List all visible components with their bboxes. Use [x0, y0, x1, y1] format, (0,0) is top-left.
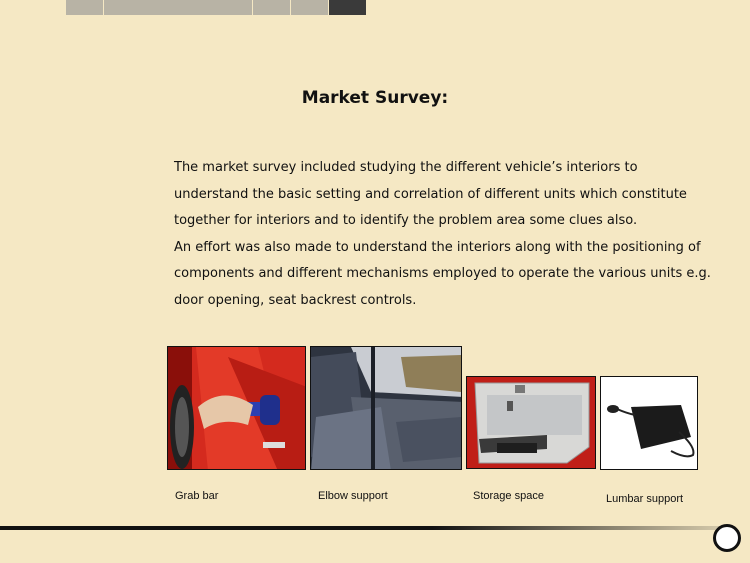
slide-body [174, 155, 714, 314]
caption-storage-space: Storage space [473, 490, 544, 502]
slide-title: Market Survey: [301, 88, 449, 108]
top-progress-bar [66, 0, 367, 15]
progress-segment [66, 0, 103, 15]
lumbar-support-photo [600, 376, 698, 470]
progress-segment-active [329, 0, 366, 15]
caption-elbow-support: Elbow support [318, 490, 388, 502]
elbow-support-photo [310, 346, 462, 470]
storage-space-photo [466, 376, 596, 469]
grab-bar-photo [167, 346, 306, 470]
progress-segment [253, 0, 290, 15]
circle-icon[interactable] [713, 524, 741, 552]
caption-lumbar-support: Lumbar support [606, 493, 684, 505]
body-paragraph: The market survey included studying the different vehicle’s interiors to understand the basic setting and correlation of different units which constitute together for interiors and to identify the problem area some clues also. [174, 160, 687, 228]
progress-segment [291, 0, 328, 15]
body-paragraph: An effort was also made to understand the interiors along with the positioning of components and different mechanisms employed to operate the various units e.g. door opening, seat backrest controls. [174, 239, 711, 308]
caption-grab-bar: Grab bar [175, 490, 219, 502]
progress-segment [104, 0, 252, 15]
footer-divider [0, 526, 720, 530]
